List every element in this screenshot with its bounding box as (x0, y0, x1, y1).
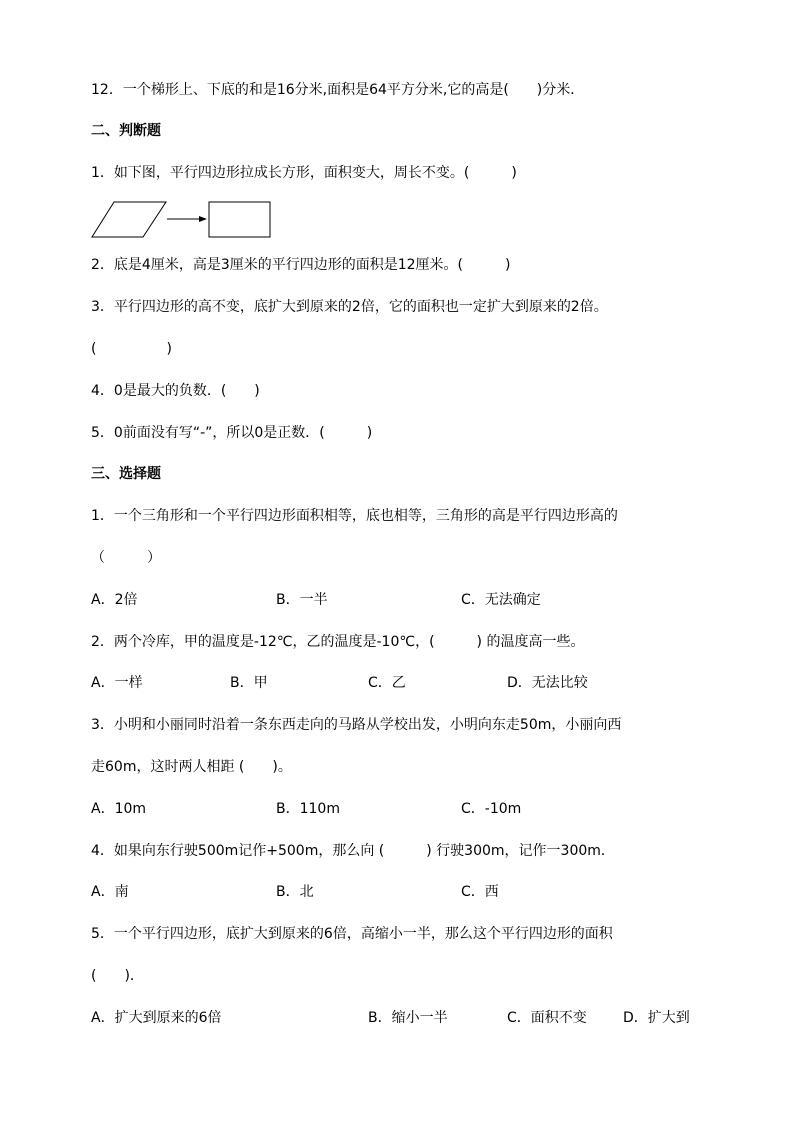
mc-q5-option-c: C．面积不变 (507, 1010, 587, 1026)
mc-q4-option-c: C．西 (461, 884, 499, 900)
mc-q5-option-a: A．扩大到原来的6倍 (91, 1010, 222, 1026)
parallelogram-shape (92, 202, 166, 237)
mc-q5-blank: ( )． (91, 968, 144, 984)
tf-q1-text: 1．如下图，平行四边形拉成长方形，面积变大，周长不变。( ) (91, 165, 517, 181)
tf-q4-text: 4．0是最大的负数．( ) (91, 383, 260, 399)
mc-q3-option-a: A．10m (91, 801, 147, 817)
tf-q2-text: 2．底是4厘米，高是3厘米的平行四边形的面积是12厘米。( ) (91, 257, 511, 273)
mc-q5-option-d: D．扩大到 (623, 1010, 690, 1026)
q12-text: 12．一个梯形上、下底的和是16分米,面积是64平方分米,它的高是( )分米． (91, 82, 585, 98)
mc-q2-option-c: C．乙 (368, 675, 406, 691)
mc-q3-option-c: C．-10m (461, 801, 522, 817)
mc-q2-text: 2．两个冷库，甲的温度是-12℃，乙的温度是-10℃，( ) 的温度高一些。 (91, 634, 585, 650)
mc-q2-option-d: D．无法比较 (507, 675, 588, 691)
tf-q3-text: 3．平行四边形的高不变，底扩大到原来的2倍，它的面积也一定扩大到原来的2倍。 (91, 299, 608, 315)
mc-q1-option-c: C．无法确定 (461, 592, 541, 608)
tf-q5-text: 5．0前面没有写“-”，所以0是正数．( ) (91, 425, 373, 441)
mc-q4-text: 4．如果向东行驶500m记作+500m，那么向 ( ) 行驶300m，记作一300m． (91, 843, 615, 859)
mc-q2-option-b: B．甲 (230, 675, 268, 691)
mc-q5-option-b: B．缩小一半 (368, 1010, 448, 1026)
mc-q3-text-cont: 走60m，这时两人相距 ( )。 (91, 759, 292, 775)
mc-q1-blank: （ ） (91, 550, 161, 566)
mc-q4-option-a: A．南 (91, 884, 129, 900)
mc-q1-text: 1．一个三角形和一个平行四边形面积相等，底也相等，三角形的高是平行四边形高的 (91, 508, 618, 524)
mc-q3-option-b: B．110m (276, 801, 340, 817)
rectangle-shape (209, 202, 270, 237)
mc-q2-option-a: A．一样 (91, 675, 143, 691)
mc-q3-text: 3．小明和小丽同时沿着一条东西走向的马路从学校出发，小明向东走50m，小丽向西 (91, 717, 622, 733)
parallelogram-to-rectangle-figure (91, 199, 281, 241)
arrow-head-icon (199, 216, 207, 222)
mc-q1-option-a: A．2倍 (91, 592, 138, 608)
mc-q4-option-b: B．北 (276, 884, 314, 900)
mc-q5-text: 5．一个平行四边形，底扩大到原来的6倍，高缩小一半，那么这个平行四边形的面积 (91, 926, 613, 942)
section3-heading: 三、选择题 (91, 466, 161, 482)
tf-q3-blank: ( ) (91, 341, 172, 357)
section2-heading: 二、判断题 (91, 123, 161, 139)
mc-q1-option-b: B．一半 (276, 592, 328, 608)
